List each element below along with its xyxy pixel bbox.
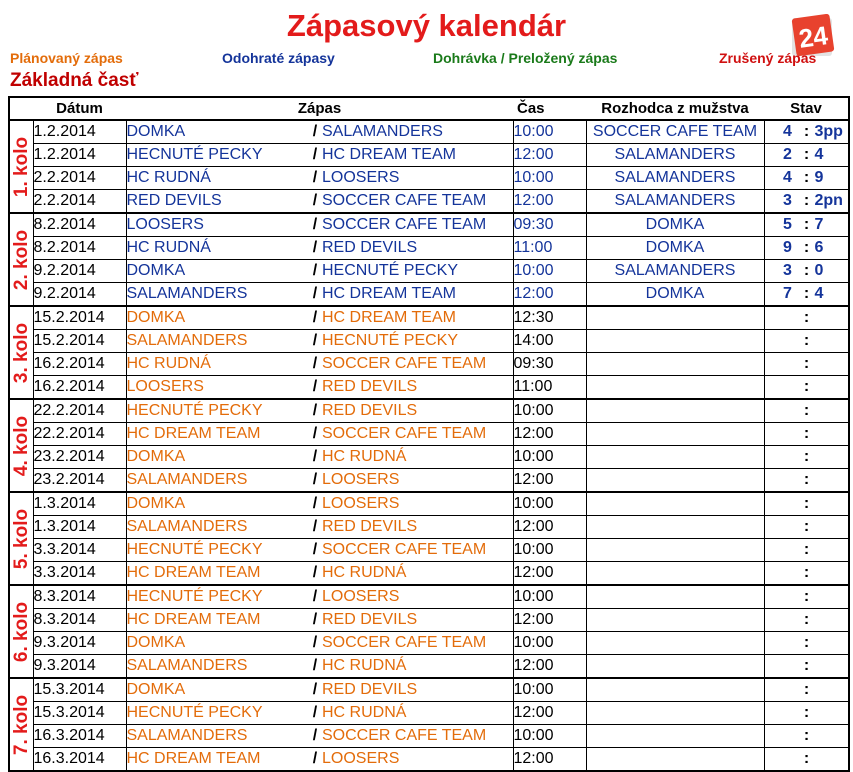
referee-team	[586, 376, 764, 400]
score-colon: :	[803, 448, 810, 465]
match-separator: /	[312, 495, 318, 512]
away-team: HECNUTÉ PECKY	[322, 330, 513, 353]
match-row	[9, 539, 849, 562]
round-label	[9, 678, 33, 771]
score-colon: :	[803, 681, 810, 698]
score-home: 2	[783, 146, 792, 163]
match-time: 10:00	[513, 120, 586, 144]
match-date: 16.2.2014	[33, 353, 126, 376]
score-colon: :	[803, 471, 810, 488]
header-row	[9, 97, 849, 120]
match-score	[764, 702, 849, 725]
match-time: 12:30	[513, 306, 586, 330]
match-time: 10:00	[513, 585, 586, 609]
match-separator: /	[312, 309, 318, 326]
match-time: 10:00	[513, 539, 586, 562]
score-colon: :	[803, 192, 810, 209]
away-team: HC RUDNÁ	[322, 446, 513, 469]
match-row	[9, 190, 849, 214]
home-team: LOOSERS	[126, 216, 204, 233]
match-date: 15.2.2014	[33, 306, 126, 330]
header-result: Stav	[790, 100, 822, 117]
section-title: Základná časť	[10, 70, 139, 91]
score-colon: :	[803, 402, 810, 419]
match-date: 15.3.2014	[33, 678, 126, 702]
match-row	[9, 213, 849, 237]
away-team: RED DEVILS	[322, 399, 513, 423]
header-time: Čas	[517, 100, 545, 117]
match-time: 10:00	[513, 399, 586, 423]
match-time: 11:00	[513, 376, 586, 400]
away-team: SOCCER CAFE TEAM	[322, 213, 513, 237]
home-team: DOMKA	[126, 448, 186, 465]
match-row	[9, 283, 849, 307]
match-date: 9.2.2014	[33, 283, 126, 307]
match-row	[9, 492, 849, 516]
match-row	[9, 469, 849, 493]
score-colon: :	[803, 750, 810, 767]
match-date: 8.2.2014	[33, 213, 126, 237]
match-row	[9, 748, 849, 772]
referee-team: SALAMANDERS	[586, 167, 764, 190]
match-date: 8.3.2014	[33, 585, 126, 609]
match-separator: /	[312, 332, 318, 349]
match-score	[764, 678, 849, 702]
match-separator: /	[312, 378, 318, 395]
away-team: LOOSERS	[322, 748, 513, 772]
match-separator: /	[312, 216, 318, 233]
match-row	[9, 585, 849, 609]
score-colon: :	[803, 541, 810, 558]
match-row	[9, 423, 849, 446]
match-row	[9, 330, 849, 353]
match-separator: /	[312, 564, 318, 581]
score-away: 6	[814, 239, 824, 256]
legend-cancelled: Zrušený zápas	[719, 50, 817, 66]
match-score	[764, 399, 849, 423]
match-separator: /	[312, 285, 318, 302]
match-score	[764, 353, 849, 376]
referee-team: SALAMANDERS	[586, 190, 764, 214]
match-date: 8.3.2014	[33, 609, 126, 632]
away-team: SOCCER CAFE TEAM	[322, 190, 513, 214]
referee-team: SALAMANDERS	[586, 260, 764, 283]
round-label	[9, 399, 33, 492]
home-team: SALAMANDERS	[126, 471, 248, 488]
match-score	[764, 539, 849, 562]
match-separator: /	[312, 518, 318, 535]
match-separator: /	[312, 402, 318, 419]
match-row	[9, 562, 849, 586]
match-score	[764, 120, 849, 144]
match-time: 12:00	[513, 469, 586, 493]
match-separator: /	[312, 611, 318, 628]
referee-team	[586, 702, 764, 725]
referee-team	[586, 492, 764, 516]
match-score	[764, 376, 849, 400]
match-time: 10:00	[513, 167, 586, 190]
match-time: 12:00	[513, 562, 586, 586]
match-separator: /	[312, 425, 318, 442]
score-colon: :	[803, 727, 810, 744]
match-score	[764, 144, 849, 167]
match-date: 8.2.2014	[33, 237, 126, 260]
round-label-text: 7. kolo	[11, 694, 32, 755]
round-label-text: 6. kolo	[11, 601, 32, 662]
legend-replay: Dohrávka / Preložený zápas	[433, 50, 618, 66]
match-time: 10:00	[513, 492, 586, 516]
match-time: 09:30	[513, 353, 586, 376]
referee-team	[586, 469, 764, 493]
score-colon: :	[803, 588, 810, 605]
round-label	[9, 213, 33, 306]
score-home: 7	[783, 285, 792, 302]
match-score	[764, 213, 849, 237]
away-team: HECNUTÉ PECKY	[322, 260, 513, 283]
round-label-text: 4. kolo	[11, 415, 32, 476]
match-separator: /	[312, 169, 318, 186]
schedule-body	[9, 120, 849, 771]
home-team: DOMKA	[126, 262, 186, 279]
round-label-text: 1. kolo	[11, 136, 32, 197]
match-time: 10:00	[513, 260, 586, 283]
match-time: 10:00	[513, 446, 586, 469]
match-date: 22.2.2014	[33, 423, 126, 446]
match-date: 15.2.2014	[33, 330, 126, 353]
match-date: 1.3.2014	[33, 516, 126, 539]
match-score	[764, 423, 849, 446]
match-time: 10:00	[513, 725, 586, 748]
referee-team	[586, 306, 764, 330]
match-separator: /	[312, 727, 318, 744]
away-team: RED DEVILS	[322, 516, 513, 539]
score-colon: :	[803, 355, 810, 372]
match-score	[764, 167, 849, 190]
away-team: HC DREAM TEAM	[322, 306, 513, 330]
home-team: HECNUTÉ PECKY	[126, 588, 263, 605]
home-team: HC DREAM TEAM	[126, 750, 261, 767]
match-time: 12:00	[513, 144, 586, 167]
home-team: HC DREAM TEAM	[126, 611, 261, 628]
away-team: HC RUDNÁ	[322, 702, 513, 725]
away-team: SOCCER CAFE TEAM	[322, 632, 513, 655]
referee-team: DOMKA	[586, 237, 764, 260]
match-date: 16.2.2014	[33, 376, 126, 400]
match-separator: /	[312, 262, 318, 279]
round-label-text: 2. kolo	[11, 229, 32, 290]
match-separator: /	[312, 750, 318, 767]
match-score	[764, 585, 849, 609]
match-date: 1.2.2014	[33, 120, 126, 144]
match-separator: /	[312, 448, 318, 465]
referee-team	[586, 516, 764, 539]
match-score	[764, 237, 849, 260]
round-label-text: 5. kolo	[11, 508, 32, 569]
match-score	[764, 516, 849, 539]
score-colon: :	[803, 495, 810, 512]
referee-team	[586, 330, 764, 353]
match-separator: /	[312, 239, 318, 256]
home-team: HC RUDNÁ	[126, 355, 211, 372]
page-title: Zápasový kalendár	[286, 8, 567, 43]
match-separator: /	[312, 681, 318, 698]
round-label	[9, 120, 33, 213]
match-score	[764, 306, 849, 330]
match-score	[764, 260, 849, 283]
match-row	[9, 376, 849, 400]
match-date: 1.2.2014	[33, 144, 126, 167]
match-row	[9, 120, 849, 144]
match-date: 9.2.2014	[33, 260, 126, 283]
score-home: 4	[783, 123, 792, 140]
score-home: 9	[783, 239, 792, 256]
match-time: 12:00	[513, 516, 586, 539]
match-score	[764, 748, 849, 772]
score-colon: :	[803, 123, 810, 140]
score-colon: :	[803, 239, 810, 256]
svg-text:24: 24	[796, 20, 830, 54]
score-colon: :	[803, 216, 810, 233]
match-time: 12:00	[513, 423, 586, 446]
round-label	[9, 492, 33, 585]
match-score	[764, 283, 849, 307]
match-date: 3.3.2014	[33, 562, 126, 586]
match-date: 16.3.2014	[33, 748, 126, 772]
referee-team	[586, 399, 764, 423]
match-separator: /	[312, 657, 318, 674]
match-row	[9, 678, 849, 702]
away-team: RED DEVILS	[322, 678, 513, 702]
match-separator: /	[312, 634, 318, 651]
score-colon: :	[803, 634, 810, 651]
referee-team	[586, 423, 764, 446]
score-away: 9	[814, 169, 824, 186]
score-away: 3pp	[814, 123, 843, 140]
referee-team	[586, 748, 764, 772]
match-separator: /	[312, 704, 318, 721]
home-team: SALAMANDERS	[126, 518, 248, 535]
referee-team	[586, 632, 764, 655]
away-team: RED DEVILS	[322, 609, 513, 632]
match-separator: /	[312, 588, 318, 605]
match-date: 16.3.2014	[33, 725, 126, 748]
home-team: DOMKA	[126, 634, 186, 651]
match-score	[764, 655, 849, 679]
home-team: HC DREAM TEAM	[126, 425, 261, 442]
match-row	[9, 516, 849, 539]
referee-team: DOMKA	[586, 283, 764, 307]
score-home: 3	[783, 192, 792, 209]
round-label	[9, 306, 33, 399]
match-score	[764, 632, 849, 655]
match-row	[9, 260, 849, 283]
match-time: 12:00	[513, 655, 586, 679]
referee-team	[586, 353, 764, 376]
match-score	[764, 190, 849, 214]
match-date: 22.2.2014	[33, 399, 126, 423]
score-home: 5	[783, 216, 792, 233]
referee-team	[586, 585, 764, 609]
home-team: HECNUTÉ PECKY	[126, 541, 263, 558]
match-date: 15.3.2014	[33, 702, 126, 725]
header-referee: Rozhodca z mužstva	[601, 100, 749, 117]
match-row	[9, 702, 849, 725]
score-away: 2pn	[814, 192, 843, 209]
score-colon: :	[803, 262, 810, 279]
away-team: HC RUDNÁ	[322, 562, 513, 586]
away-team: SOCCER CAFE TEAM	[322, 725, 513, 748]
score-colon: :	[803, 425, 810, 442]
referee-team	[586, 562, 764, 586]
match-date: 23.2.2014	[33, 469, 126, 493]
referee-team	[586, 655, 764, 679]
away-team: LOOSERS	[322, 469, 513, 493]
match-time: 10:00	[513, 678, 586, 702]
score-away: 0	[814, 262, 824, 279]
score-colon: :	[803, 564, 810, 581]
away-team: SOCCER CAFE TEAM	[322, 539, 513, 562]
home-team: DOMKA	[126, 495, 186, 512]
match-time: 14:00	[513, 330, 586, 353]
away-team: LOOSERS	[322, 492, 513, 516]
home-team: HECNUTÉ PECKY	[126, 402, 263, 419]
home-team: HC DREAM TEAM	[126, 564, 261, 581]
score-colon: :	[803, 332, 810, 349]
referee-team: SOCCER CAFE TEAM	[586, 120, 764, 144]
referee-team	[586, 539, 764, 562]
home-team: HECNUTÉ PECKY	[126, 704, 263, 721]
score-colon: :	[803, 309, 810, 326]
match-time: 11:00	[513, 237, 586, 260]
referee-team: DOMKA	[586, 213, 764, 237]
home-team: LOOSERS	[126, 378, 204, 395]
score-colon: :	[803, 704, 810, 721]
round-label	[9, 585, 33, 678]
referee-team: SALAMANDERS	[586, 144, 764, 167]
match-row	[9, 632, 849, 655]
header-date: Dátum	[56, 100, 103, 117]
match-date: 1.3.2014	[33, 492, 126, 516]
home-team: SALAMANDERS	[126, 657, 248, 674]
match-date: 9.3.2014	[33, 655, 126, 679]
home-team: SALAMANDERS	[126, 285, 248, 302]
match-score	[764, 492, 849, 516]
match-score	[764, 725, 849, 748]
score-colon: :	[803, 378, 810, 395]
header-kolo	[9, 97, 33, 120]
match-row	[9, 144, 849, 167]
referee-team	[586, 446, 764, 469]
away-team: SOCCER CAFE TEAM	[322, 353, 513, 376]
referee-team	[586, 678, 764, 702]
match-time: 12:00	[513, 609, 586, 632]
home-team: RED DEVILS	[126, 192, 222, 209]
match-separator: /	[312, 123, 318, 140]
match-time: 10:00	[513, 632, 586, 655]
home-team: DOMKA	[126, 123, 186, 140]
score-colon: :	[803, 611, 810, 628]
match-row	[9, 306, 849, 330]
match-score	[764, 330, 849, 353]
referee-team	[586, 725, 764, 748]
score-home: 3	[783, 262, 792, 279]
home-team: HC RUDNÁ	[126, 239, 211, 256]
match-time: 12:00	[513, 190, 586, 214]
home-team: HC RUDNÁ	[126, 169, 211, 186]
home-team: SALAMANDERS	[126, 332, 248, 349]
away-team: SOCCER CAFE TEAM	[322, 423, 513, 446]
score-away: 4	[814, 285, 824, 302]
home-team: SALAMANDERS	[126, 727, 248, 744]
schedule-table	[8, 96, 850, 772]
match-time: 12:00	[513, 748, 586, 772]
home-team: HECNUTÉ PECKY	[126, 146, 263, 163]
score-home: 4	[783, 169, 792, 186]
match-separator: /	[312, 541, 318, 558]
match-date: 3.3.2014	[33, 539, 126, 562]
match-row	[9, 399, 849, 423]
away-team: HC DREAM TEAM	[322, 144, 513, 167]
match-separator: /	[312, 192, 318, 209]
away-team: RED DEVILS	[322, 237, 513, 260]
match-date: 2.2.2014	[33, 190, 126, 214]
round-label-text: 3. kolo	[11, 322, 32, 383]
away-team: RED DEVILS	[322, 376, 513, 400]
match-separator: /	[312, 471, 318, 488]
match-row	[9, 237, 849, 260]
match-score	[764, 609, 849, 632]
match-time: 12:00	[513, 283, 586, 307]
match-score	[764, 562, 849, 586]
match-score	[764, 446, 849, 469]
match-row	[9, 655, 849, 679]
match-row	[9, 167, 849, 190]
home-team: DOMKA	[126, 309, 186, 326]
match-date: 9.3.2014	[33, 632, 126, 655]
match-time: 12:00	[513, 702, 586, 725]
score-away: 7	[814, 216, 824, 233]
score-colon: :	[803, 146, 810, 163]
match-row	[9, 609, 849, 632]
away-team: SALAMANDERS	[322, 120, 513, 144]
away-team: HC RUDNÁ	[322, 655, 513, 679]
header-match: Zápas	[297, 100, 342, 117]
match-score	[764, 469, 849, 493]
match-time: 09:30	[513, 213, 586, 237]
away-team: LOOSERS	[322, 167, 513, 190]
legend-played: Odohraté zápasy	[222, 50, 335, 66]
score-colon: :	[803, 518, 810, 535]
match-date: 23.2.2014	[33, 446, 126, 469]
match-date: 2.2.2014	[33, 167, 126, 190]
away-team: LOOSERS	[322, 585, 513, 609]
score-colon: :	[803, 285, 810, 302]
score-away: 4	[814, 146, 824, 163]
match-row	[9, 353, 849, 376]
match-row	[9, 446, 849, 469]
match-row	[9, 725, 849, 748]
home-team: DOMKA	[126, 681, 186, 698]
score-colon: :	[803, 657, 810, 674]
match-separator: /	[312, 146, 318, 163]
score-colon: :	[803, 169, 810, 186]
away-team: HC DREAM TEAM	[322, 283, 513, 307]
legend-planned: Plánovaný zápas	[10, 50, 123, 66]
match-separator: /	[312, 355, 318, 372]
referee-team	[586, 609, 764, 632]
